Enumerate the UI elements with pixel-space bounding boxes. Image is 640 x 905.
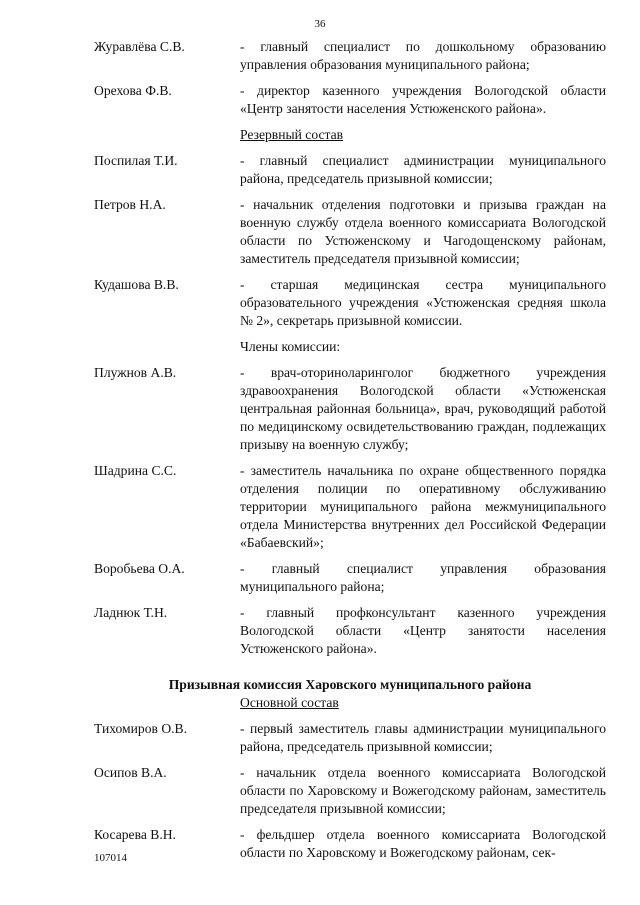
member-name: Журавлёва С.В.	[94, 39, 185, 54]
member-name: Осипов В.А.	[94, 765, 167, 780]
document-code: 107014	[94, 852, 127, 864]
member-name: Плужнов А.В.	[94, 365, 177, 380]
list-item	[94, 560, 606, 596]
main-heading: Основной состав	[240, 695, 339, 710]
member-name: Ладнюк Т.Н.	[94, 605, 168, 620]
member-duty: - начальник отдела военного комиссариата Вологодской области по Харовскому и Вожегодскому районам, заместитель председателя призывной комиссии;	[240, 765, 606, 816]
member-duty: - начальник отделения подготовки и призыва граждан на военную службу отдела военного комиссариата Вологодской области по Устюженскому и Чагодощенскому районам, заместитель председателя призывной комиссии;	[240, 197, 606, 266]
member-duty: - главный профконсультант казенного учреждения Вологодской области «Центр занятости населения Устюженского района».	[240, 605, 606, 656]
list-item	[94, 152, 606, 188]
member-name: Тихомиров О.В.	[94, 721, 188, 736]
member-name: Шадрина С.С.	[94, 463, 177, 478]
list-item	[94, 364, 606, 454]
member-duty: - главный специалист по дошкольному образованию управления образования муниципального района;	[240, 39, 606, 72]
member-duty: - врач-оториноларинголог бюджетного учреждения здравоохранения Вологодской области «Устюженская центральная районная больница», врач, руководящий работой по медицинскому освидетельствованию граждан, подлежащих призыву на военную службу;	[240, 365, 606, 452]
list-item	[94, 720, 606, 756]
page-number: 36	[314, 18, 326, 30]
list-item	[94, 82, 606, 118]
list-item	[94, 604, 606, 658]
list-item	[94, 276, 606, 330]
member-duty: - главный специалист управления образования муниципального района;	[240, 561, 606, 594]
list-item	[94, 462, 606, 552]
member-name: Кудашова В.В.	[94, 277, 179, 292]
document-body	[94, 38, 606, 870]
member-duty: - главный специалист администрации муниципального района, председатель призывной комиссии;	[240, 153, 606, 186]
list-item	[94, 826, 606, 862]
member-duty: - старшая медицинская сестра муниципального образовательного учреждения «Устюженская средняя школа № 2», секретарь призывной комиссии.	[240, 277, 606, 328]
member-name: Орехова Ф.В.	[94, 83, 172, 98]
member-name: Косарева В.Н.	[94, 827, 176, 842]
list-item	[94, 764, 606, 818]
member-duty: - фельдшер отдела военного комиссариата Вологодской области по Харовскому и Вожегодскому районам, сек-	[240, 827, 606, 860]
member-name: Воробьева О.А.	[94, 561, 185, 576]
list-item	[94, 38, 606, 74]
members-heading: Члены комиссии:	[240, 339, 341, 354]
reserve-heading: Резервный состав	[240, 127, 344, 142]
member-duty: - заместитель начальника по охране общественного порядка отделения полиции по оперативному обслуживанию территории муниципального района межмуниципального отдела Министерства внутренних дел Российской Федерации «Бабаевский»;	[240, 463, 606, 550]
member-duty: - директор казенного учреждения Вологодской области «Центр занятости населения Устюженского района».	[240, 83, 606, 116]
member-name: Петров Н.А.	[94, 197, 166, 212]
list-item	[94, 196, 606, 268]
commission-title: Призывная комиссия Харовского муниципального района	[168, 677, 532, 692]
member-name: Поспилая Т.И.	[94, 153, 178, 168]
member-duty: - первый заместитель главы администрации муниципального района, председатель призывной комиссии;	[240, 721, 606, 754]
